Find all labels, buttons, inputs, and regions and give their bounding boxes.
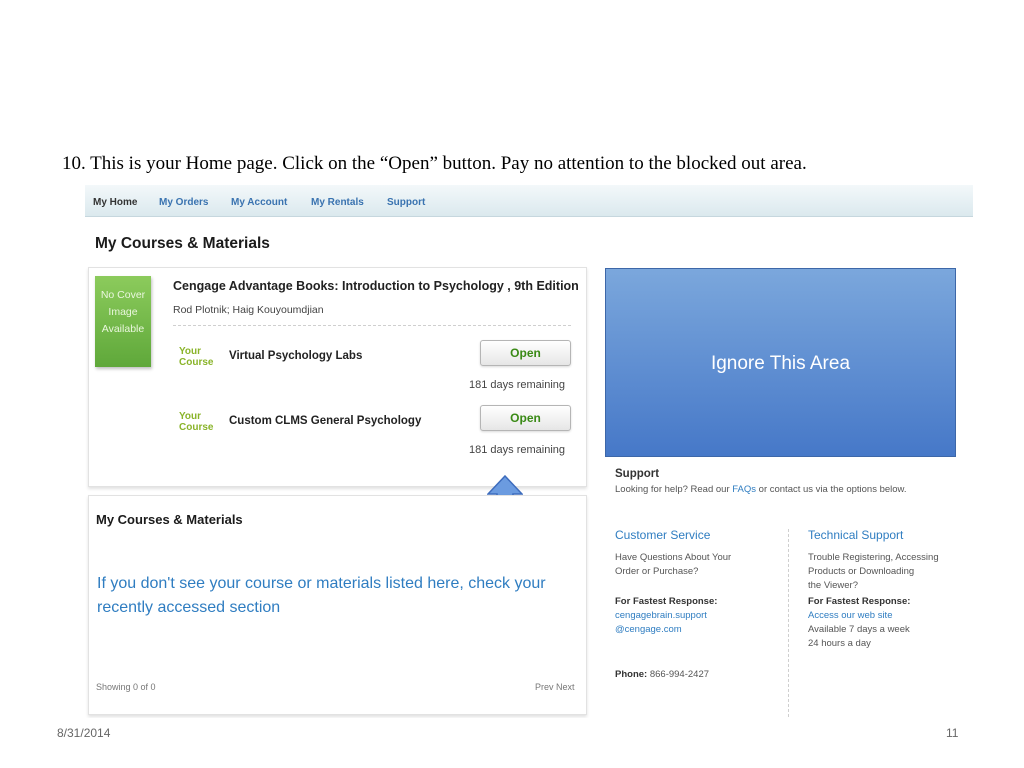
- cs-email[interactable]: @cengage.com: [615, 624, 682, 635]
- slide-instruction: 10. This is your Home page. Click on the “Open” button. Pay no attention to the blocked out area.: [62, 153, 807, 174]
- open-button[interactable]: Open: [480, 340, 571, 366]
- nav-my-orders[interactable]: My Orders: [159, 197, 209, 208]
- phone-number: 866-994-2427: [649, 669, 710, 680]
- support-section: [615, 467, 907, 497]
- tag-line: Your: [179, 411, 202, 422]
- cs-email[interactable]: cengagebrain.support: [615, 610, 707, 621]
- support-intro-text: Looking for help? Read our: [615, 484, 730, 495]
- nav-support[interactable]: Support: [387, 197, 426, 208]
- faqs-link[interactable]: FAQs: [732, 484, 757, 495]
- days-remaining: 181 days remaining: [469, 444, 566, 456]
- your-course-tag: [179, 346, 213, 368]
- cs-phone: [615, 668, 731, 682]
- no-courses-message: If you don't see your course or materials listed here, check your recently accessed section: [97, 575, 546, 616]
- slide-number: 11: [946, 726, 959, 740]
- cs-desc: Have Questions About Your: [615, 552, 732, 563]
- cover-text-line: Image: [108, 306, 138, 318]
- book-title[interactable]: Cengage Advantage Books: Introduction to Psychology , 9th Edition: [173, 279, 579, 293]
- courses-title: My Courses & Materials: [95, 235, 270, 252]
- your-course-tag: [179, 411, 213, 433]
- support-intro-text: or contact us via the options below.: [758, 484, 907, 495]
- ts-availability: 24 hours a day: [808, 638, 871, 649]
- course-name: Virtual Psychology Labs: [229, 350, 363, 362]
- phone-label: Phone:: [615, 669, 648, 680]
- ts-availability: Available 7 days a week: [808, 624, 910, 635]
- tag-line: Course: [179, 357, 214, 368]
- showing-count: Showing 0 of 0: [96, 682, 156, 692]
- cs-desc: Order or Purchase?: [615, 566, 699, 577]
- cs-fastest-label: For Fastest Response:: [615, 596, 718, 607]
- technical-support-title[interactable]: Technical Support: [808, 528, 904, 542]
- book-authors: Rod Plotnik; Haig Kouyoumdjian: [173, 304, 324, 316]
- nav-my-rentals[interactable]: My Rentals: [311, 197, 364, 208]
- no-cover-image: [95, 276, 151, 367]
- column-divider: [788, 529, 789, 717]
- support-intro: [615, 483, 907, 497]
- pager[interactable]: Prev Next: [535, 682, 575, 692]
- ts-desc: Trouble Registering, Accessing: [808, 552, 939, 563]
- open-button[interactable]: Open: [480, 405, 571, 431]
- ts-fastest-label: For Fastest Response:: [808, 596, 911, 607]
- cover-text-line: Available: [101, 323, 145, 335]
- ts-web-link[interactable]: Access our web site: [808, 610, 893, 621]
- slide-date: 8/31/2014: [57, 726, 111, 740]
- nav-my-home[interactable]: My Home: [93, 197, 138, 208]
- ts-desc: Products or Downloading: [808, 566, 915, 577]
- nav-my-account[interactable]: My Account: [231, 197, 288, 208]
- divider: [173, 325, 571, 326]
- ts-desc: the Viewer?: [808, 580, 858, 591]
- tag-line: Course: [179, 422, 214, 433]
- cengage-home-screenshot: [85, 185, 973, 718]
- top-nav: [85, 185, 973, 217]
- customer-service-column: [615, 528, 731, 682]
- customer-service-title[interactable]: Customer Service: [615, 528, 711, 542]
- course-name: Custom CLMS General Psychology: [229, 415, 422, 427]
- support-title: Support: [615, 468, 660, 480]
- cover-text-line: No Cover: [100, 289, 146, 301]
- ignore-area-overlay: Ignore This Area: [605, 268, 956, 457]
- technical-support-column: [808, 528, 939, 651]
- days-remaining: 181 days remaining: [469, 379, 566, 391]
- recent-panel-title: My Courses & Materials: [96, 512, 243, 527]
- tag-line: Your: [179, 346, 202, 357]
